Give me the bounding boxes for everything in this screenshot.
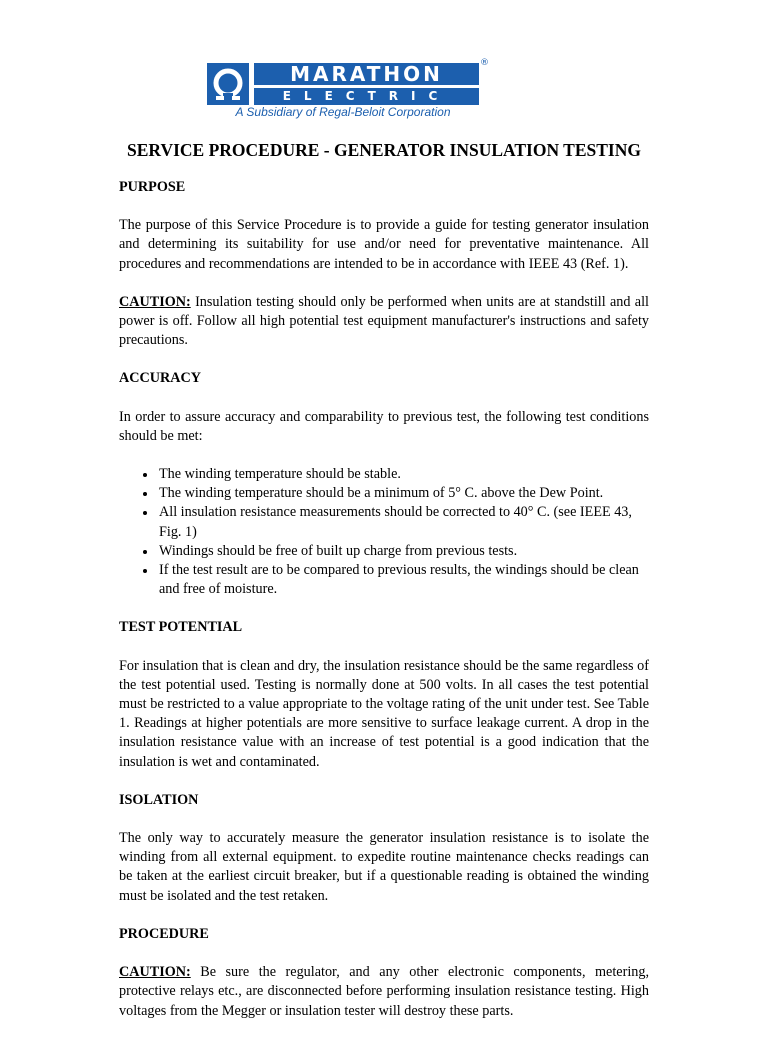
procedure-heading: PROCEDURE: [119, 925, 209, 942]
page-title: SERVICE PROCEDURE - GENERATOR INSULATION TESTING: [127, 140, 641, 160]
marathon-electric-logo: [207, 58, 487, 120]
purpose-paragraph: The purpose of this Service Procedure is to provide a guide for testing generator insulation and determining its suitability for use and/or need for preventative maintenance. All procedures and recommendations are intended to be in accordance with IEEE 43 (Ref. 1).: [119, 217, 649, 272]
document-body: [119, 178, 649, 1040]
caution-text: Be sure the regulator, and any other electronic components, metering, protective relays etc., are disconnected before performing insulation resistance testing. High voltages from the Megger or insulation tester will destroy these parts.: [119, 964, 649, 1019]
list-item: • The winding temperature should be stable.: [157, 465, 649, 484]
logo-brand-bottom: ELECTRIC: [254, 88, 479, 105]
purpose-heading: PURPOSE: [119, 179, 186, 195]
accuracy-heading: ACCURACY: [119, 370, 201, 387]
isolation-heading: ISOLATION: [119, 791, 199, 808]
test-potential-heading: TEST POTENTIAL: [119, 619, 243, 636]
isolation-paragraph: The only way to accurately measure the generator insulation resistance is to isolate the winding from all external equipment. to expedite routine maintenance checks readings can be taken at the earliest circuit breaker, but if a questionable reading is obtained the winding must be isolated and the test retaken.: [119, 830, 649, 904]
marathon-emblem-icon: [207, 63, 249, 105]
test-potential-paragraph: For insulation that is clean and dry, the insulation resistance should be the same regardless of the test potential used. Testing is normally done at 500 volts. In all cases the test potential must be restricted to a value appropriate to the voltage rating of the unit under test. See Table 1. Readings at higher potentials are more sensitive to surface leakage current. A drop in the insulation resistance value with an increase of test potential is a good indication that the insulation is wet and contaminated.: [119, 657, 649, 770]
list-item: • All insulation resistance measurements should be corrected to 40° C. (see IEEE 43, Fig. 1): [157, 503, 649, 541]
procedure-caution: [119, 963, 649, 1021]
caution-label: CAUTION:: [119, 293, 191, 310]
purpose-caution: [119, 293, 649, 351]
logo-subtitle: A Subsidiary of Regal-Beloit Corporation: [235, 105, 451, 119]
logo-brand-top: MARATHON: [254, 63, 479, 85]
accuracy-list: [119, 465, 649, 599]
caution-text: Insulation testing should only be performed when units are at standstill and all power is off. Follow all high potential test equipment manufacturer's instructions and safety precautions.: [119, 293, 649, 349]
list-item: • If the test result are to be compared to previous results, the windings should be clean and free of moisture.: [157, 561, 649, 599]
accuracy-intro: In order to assure accuracy and comparability to previous test, the following test conditions should be met:: [119, 408, 649, 444]
registered-mark: ®: [480, 58, 489, 68]
caution-label: CAUTION:: [119, 964, 191, 981]
list-item: • Windings should be free of built up charge from previous tests.: [157, 542, 649, 561]
list-item: • The winding temperature should be a minimum of 5° C. above the Dew Point.: [157, 484, 649, 503]
